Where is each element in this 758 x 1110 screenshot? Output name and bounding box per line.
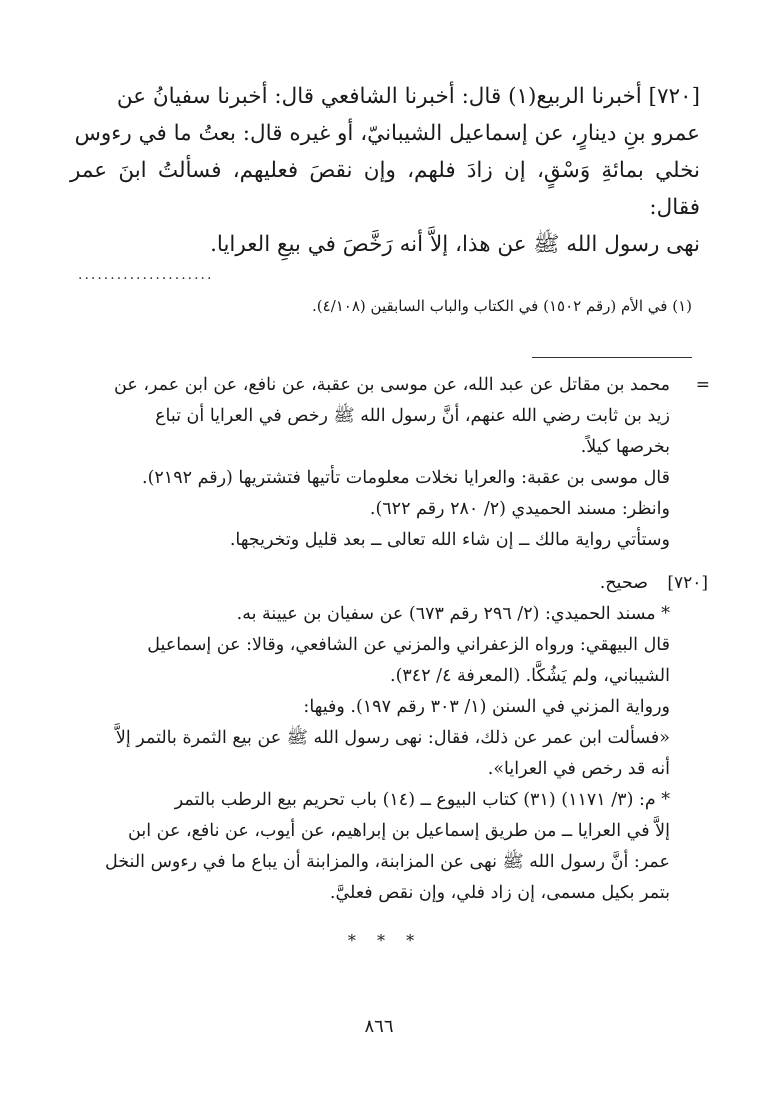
main-line: نخلي بمائةِ وَسْقٍ، إن زادَ فلهم، وإن نقصَ فعليهم، فسألتُ ابنَ عمر فقال:: [70, 158, 700, 220]
page-number: ٨٦٦: [364, 1016, 394, 1037]
commentary-line: قال موسى بن عقبة: والعرايا نخلات معلومات تأتيها فتشتريها (رقم ٢١٩٢).: [142, 468, 670, 488]
divider-rule: [532, 357, 692, 358]
takhrij-line: بتمر بكيل مسمى، إن زاد فلي، وإن نقص فعليَّ.: [329, 883, 670, 903]
footnote-separator-dots: .....................: [78, 267, 214, 283]
commentary-line: زيد بن ثابت رضي الله عنهم، أنَّ رسول الله ﷺ رخص في العرايا أن تباع: [155, 406, 670, 426]
commentary-block: [70, 370, 710, 556]
commentary-line: وانظر: مسند الحميدي (٢/ ٢٨٠ رقم ٦٢٢).: [369, 499, 670, 519]
takhrij-line: قال البيهقي: ورواه الزعفراني والمزني عن الشافعي، وقالا: عن إسماعيل: [147, 635, 670, 655]
takhrij-line: ورواية المزني في السنن (١/ ٣٠٣ رقم ١٩٧). وفيها:: [303, 697, 670, 717]
takhrij-line: عمر: أنَّ رسول الله ﷺ نهى عن المزابنة، والمزابنة أن يباع ما في رءوس النخل: [104, 852, 670, 872]
takhrij-number: [٧٢٠]: [667, 573, 708, 593]
main-text: [70, 78, 700, 263]
takhrij-line: صحيح.: [599, 573, 648, 593]
commentary-line: وستأتي رواية مالك ــ إن شاء الله تعالى ــ بعد قليل وتخريجها.: [229, 530, 670, 550]
footnote: (١) في الأم (رقم ١٥٠٢) في الكتاب والباب السابقين (٤/١٠٨).: [312, 297, 692, 315]
commentary-line: محمد بن مقاتل عن عبد الله، عن موسى بن عقبة، عن نافع، عن ابن عمر، عن: [114, 375, 670, 395]
commentary-line: بخرصها كيلاً.: [580, 437, 670, 457]
takhrij-line: الشيباني، ولم يَشُكَّا. (المعرفة ٤/ ٣٤٢).: [390, 666, 670, 686]
takhrij-line: * مسند الحميدي: (٢/ ٢٩٦ رقم ٦٧٣) عن سفيان بن عيينة به.: [236, 604, 670, 624]
main-line: نهى رسول الله ﷺ عن هذا، إلاَّ أنه رَخَّصَ في بيعِ العرايا.: [210, 232, 700, 257]
takhrij-line: إلاَّ في العرايا ــ من طريق إسماعيل بن إبراهيم، عن أيوب، عن نافع، عن ابن: [128, 821, 670, 841]
continuation-mark: =: [695, 375, 710, 395]
takhrij-line: أنه قد رخص في العرايا».: [487, 759, 670, 779]
takhrij-block: [70, 568, 708, 909]
section-separator: * * *: [347, 931, 423, 950]
page: [70, 78, 710, 950]
takhrij-line: * م: (٣/ ١١٧١) (٣١) كتاب البيوع ــ (١٤) باب تحريم بيع الرطب بالتمر: [174, 790, 670, 810]
main-line: [٧٢٠] أخبرنا الربيع(١) قال: أخبرنا الشافعي قال: أخبرنا سفيانُ عن: [116, 84, 700, 109]
takhrij-line: «فسألت ابن عمر عن ذلك، فقال: نهى رسول الله ﷺ عن بيع الثمرة بالتمر إلاَّ: [115, 728, 670, 748]
main-line: عمرو بنِ دينارٍ، عن إسماعيل الشيبانيّ، أو غيره قال: بعتُ ما في رءوس: [74, 121, 700, 146]
